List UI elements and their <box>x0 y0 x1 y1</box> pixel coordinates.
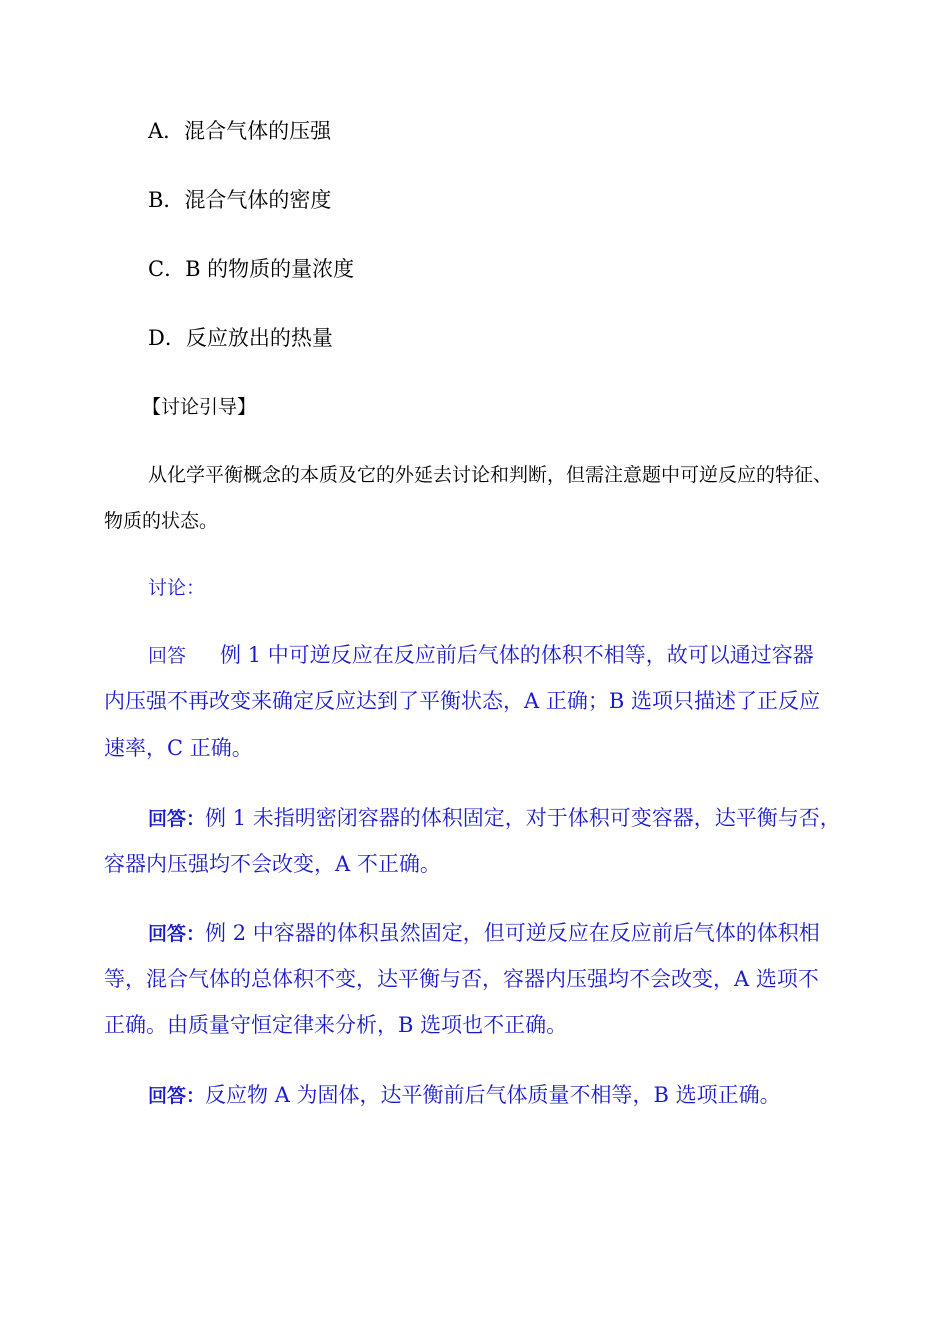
option-letter: A． <box>148 119 185 143</box>
answer-text: 例 2 中容器的体积虽然固定，但可逆反应在反应前后气体的体积相 <box>205 921 820 945</box>
answer-text: 反应物 A 为固体，达平衡前后气体质量不相等，B 选项正确。 <box>205 1083 781 1107</box>
discussion-heading: 【讨论引导】 <box>142 396 257 418</box>
answer-label: 回答： <box>148 1085 206 1107</box>
answer-label: 回答： <box>148 923 206 945</box>
option-text: 混合气体的压强 <box>184 119 332 143</box>
option-b <box>148 186 331 214</box>
answer-2-line-2: 容器内压强均不会改变，A 不正确。 <box>104 852 441 876</box>
answer-1-line-1 <box>148 641 814 670</box>
discussion-intro-line-1: 从化学平衡概念的本质及它的外延去讨论和判断，但需注意题中可逆反应的特征、 <box>148 464 833 486</box>
option-d <box>148 324 333 352</box>
answer-1-line-2: 内压强不再改变来确定反应达到了平衡状态，A 正确；B 选项只描述了正反应 <box>104 689 820 713</box>
answer-3-line-2: 等，混合气体的总体积不变，达平衡与否，容器内压强均不会改变，A 选项不 <box>104 967 819 991</box>
answer-3-line-1 <box>148 919 820 948</box>
option-letter: C． <box>148 257 186 281</box>
answer-text: 例 1 未指明密闭容器的体积固定，对于体积可变容器，达平衡与否， <box>205 806 841 830</box>
discussion-label: 讨论： <box>148 577 206 599</box>
option-text: 混合气体的密度 <box>184 188 332 212</box>
answer-1-line-3: 速率，C 正确。 <box>104 736 253 760</box>
option-letter: D． <box>148 326 186 350</box>
answer-text: 例 1 中可逆反应在反应前后气体的体积不相等，故可以通过容器 <box>220 643 814 667</box>
answer-2-line-1 <box>148 804 841 833</box>
answer-label: 回答 <box>148 645 187 667</box>
discussion-intro-line-2: 物质的状态。 <box>104 510 219 532</box>
option-letter: B． <box>148 188 185 212</box>
answer-4-line-1 <box>148 1081 781 1110</box>
option-text: B 的物质的量浓度 <box>185 257 355 281</box>
option-a <box>148 117 331 145</box>
answer-3-line-3: 正确。由质量守恒定律来分析，B 选项也不正确。 <box>104 1013 568 1037</box>
option-c <box>148 255 354 283</box>
option-text: 反应放出的热量 <box>185 326 333 350</box>
answer-label: 回答： <box>148 808 206 830</box>
